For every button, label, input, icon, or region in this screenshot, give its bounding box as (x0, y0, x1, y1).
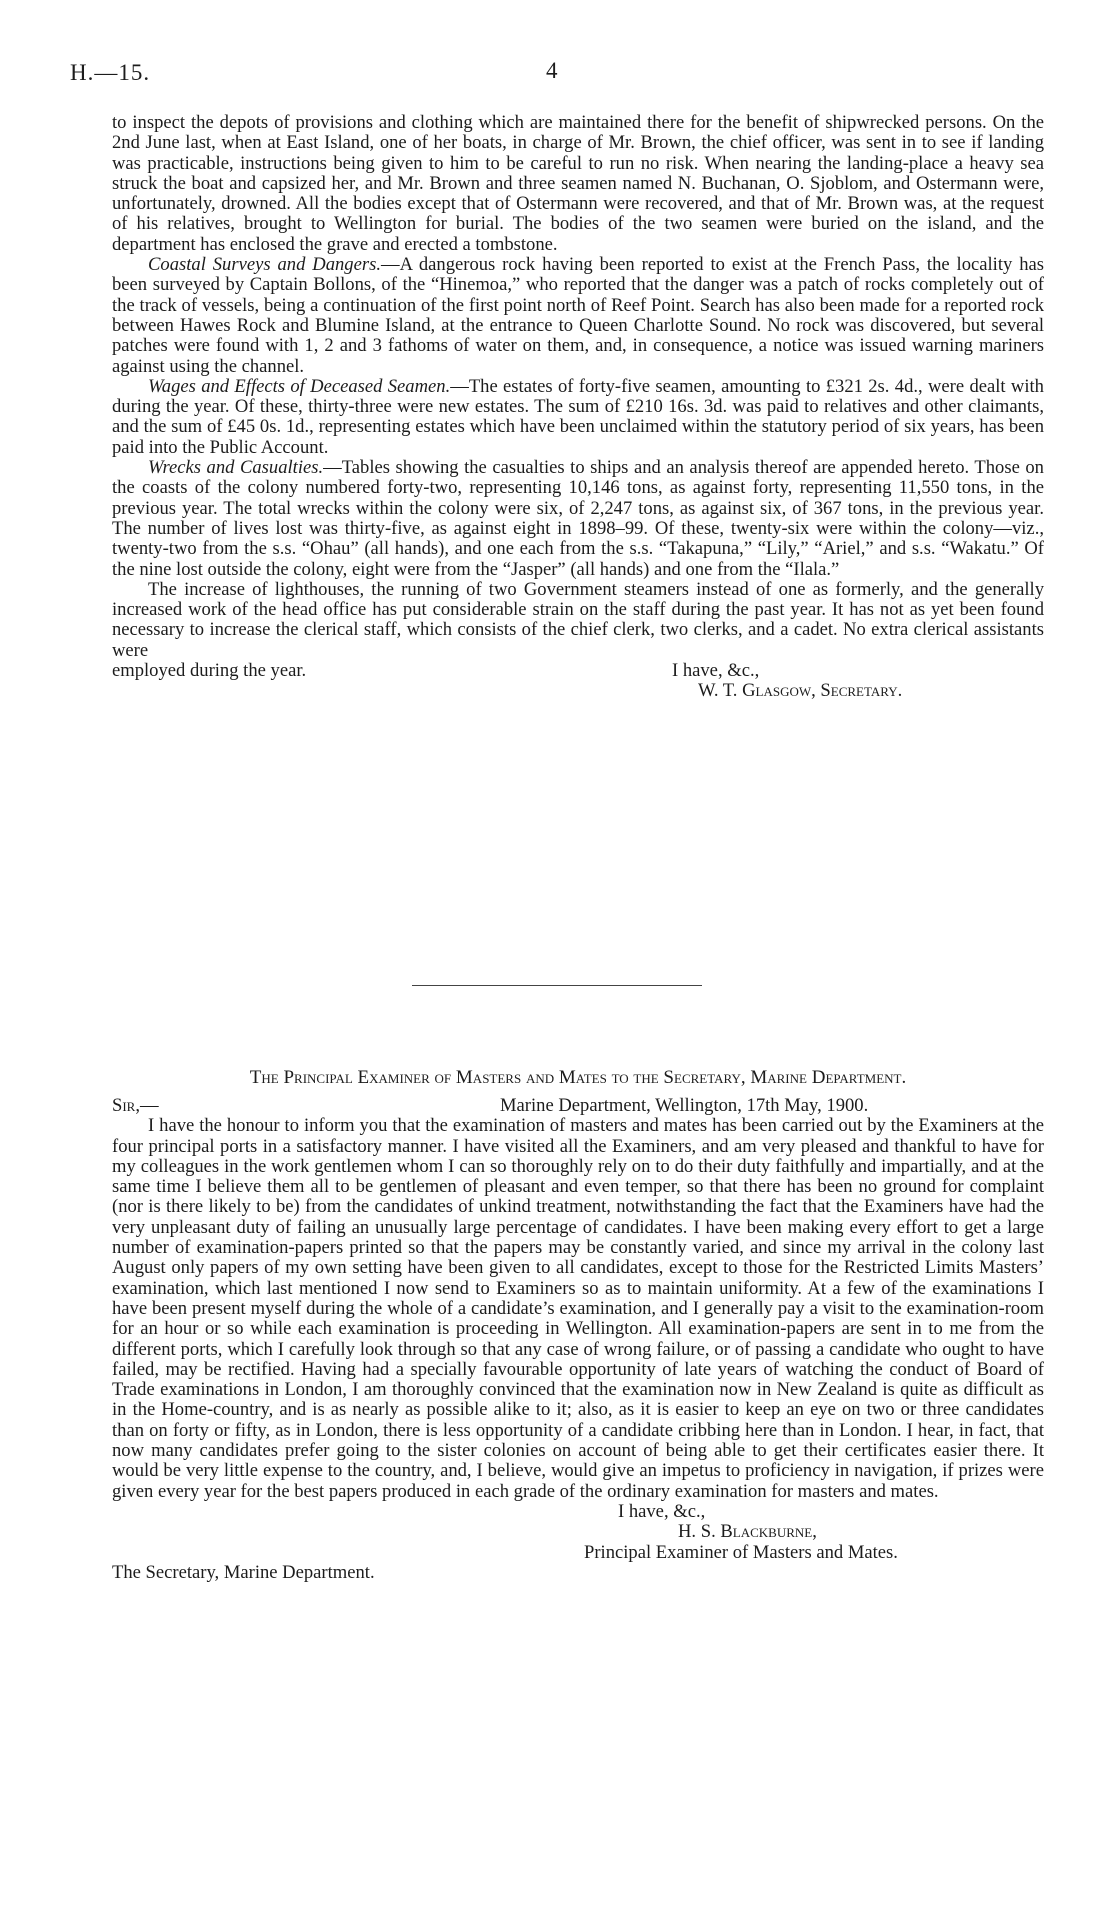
paragraph-staff: The increase of lighthouses, the running of two Government steamers instead of one as formerly, and the generally increased work of the head office has put considerable strain on the staff during the past year. It has not as yet been found necessary to increase the clerical staff, which consists of the chief clerk, two clerks, and a cadet. No extra clerical assistants were (112, 578, 1044, 661)
signer-name-line (112, 1522, 1044, 1542)
recipient: The Secretary, Marine Department. (112, 1561, 375, 1583)
signature-line (112, 681, 1044, 701)
paragraph-coastal-surveys (112, 255, 1044, 377)
letter-closing: I have, &c., (618, 1500, 706, 1522)
text-deceased-seamen: —The estates of forty-five seamen, amounting to £321 2s. 4d., were dealt with during the year. Of these, thirty-three were new estates. The sum of £210 16s. 3d. was paid to relatives and other claimants, and the sum of £45 0s. 1d., representing estates which have been unclaimed within the statutory period of six years, has been paid into the Public Account. (112, 375, 1044, 458)
heading-coastal-surveys: Coastal Surveys and Dangers. (148, 254, 381, 276)
report-section (112, 113, 1044, 702)
document-reference: H.—15. (70, 60, 151, 85)
paragraph-deceased-seamen (112, 377, 1044, 458)
recipient-line (112, 1563, 1044, 1583)
signer-title: Principal Examiner of Masters and Mates. (584, 1541, 898, 1563)
paragraph-shipwreck-depots: to inspect the depots of provisions and clothing which are maintained there for the benefit of shipwrecked persons. On the 2nd June last, when at East Island, one of her boats, in charge of Mr. Brown, the chief officer, was sent in to see if landing was practicable, instructions being given to him to be careful to run no risk. When nearing the landing-place a heavy sea struck the boat and capsized her, and Mr. Brown and three seamen named N. Buchanan, O. Sjoblom, and Ostermann were, unfortunately, drowned. All the bodies except that of Ostermann were recovered, and that of Mr. Brown was, at the request of his relatives, brought to Wellington for burial. The bodies of the two seamen were buried on the island, and the department has enclosed the grave and erected a tombstone. (112, 112, 1044, 255)
salutation-line (112, 1096, 1044, 1116)
last-line-with-closing (112, 661, 1044, 681)
section-divider (412, 985, 702, 986)
text-staff-last-line: employed during the year. (112, 660, 307, 682)
heading-deceased-seamen: Wages and Effects of Deceased Seamen. (148, 375, 451, 397)
paragraph-wrecks-casualties (112, 458, 1044, 580)
letter-body: I have the honour to inform you that the examination of masters and mates has been carried out by the Examiners at the four principal ports in a satisfactory manner. I have visited all the Examiners, and am very pleased and thankful to have for my colleagues in the work gentlemen whom I can so thoroughly rely on to do their duty faithfully and impartially, and at the same time I believe them all to be gentlemen of pleasant and even temper, so that there has been no ground for complaint (nor is there likely to be) from the candidates of unkind treatment, notwithstanding the fact that the Examiners have had the very unpleasant duty of failing an unusually large percentage of candidates. I have been making every effort to get a large number of examination-papers printed so that the papers may be constantly varied, and since my arrival in the colony last August only papers of my own setting have been given to all candidates, except to those for the Restricted Limits Masters’ examination, which last mentioned I now send to Examiners so as to maintain uniformity. At a few of the examinations I have been present myself during the whole of a candidate’s examination, and I generally pay a visit to the examination-room for an hour or so while each examination is proceeding in Wellington. All examination-papers are sent in to me from the different ports, which I carefully look through so that any case of wrong failure, or of passing a candidate who ought to have failed, may be rectified. Having had a specially favourable opportunity of late years of watching the conduct of Board of Trade examinations in London, I am thoroughly convinced that the examination now in New Zealand is quite as difficult as in the Home-country, and is as nearly as possible alike to it; also, as it is easier to keep an eye on two or three candidates than on forty or fifty, as in London, there is less opportunity of a candidate cribbing here than in London. I hear, in fact, that now many candidates prefer going to the sister colonies on account of being able to get their certificates easier there. It would be very little expense to the country, and, I believe, would give an impetus to proficiency in navigation, if prizes were given every year for the best papers produced in each grade of the ordinary examination for masters and mates. (112, 1115, 1044, 1502)
salutation: Sir,— (112, 1095, 159, 1116)
letter-section (112, 1096, 1044, 1583)
text-wrecks-casualties: —Tables showing the casualties to ships and an analysis thereof are appended hereto. Those on the coasts of the colony numbered forty-two, representing 10,146 tons, as against forty, representing 11,550 tons, in the previous year. The total wrecks within the colony were six, of 2,247 tons, as against six, of 367 tons, in the previous year. The number of lives lost was thirty-five, as against eight in 1898–99. Of these, twenty-six were within the colony—viz., twenty-two from the s.s. “Ohau” (all hands), and one each from the s.s. “Takapuna,” “Lily,” “Ariel,” and s.s. “Wakatu.” Of the nine lost outside the colony, eight were from the “Jasper” (all hands) and one from the “Ilala.” (112, 457, 1044, 580)
text-coastal-surveys: —A dangerous rock having been reported to exist at the French Pass, the locality has been surveyed by Captain Bollons, of the “Hinemoa,” who reported that the danger was a patch of rocks completely out of the track of vessels, being a continuation of the first point north of Reef Point. Search has also been made for a reported rock between Hawes Rock and Blumine Island, at the entrance to Queen Charlotte Sound. No rock was discovered, but several patches were found with 1, 2 and 3 fathoms of water on them, and, in consequence, a notice was issued warning mariners against using the channel. (112, 254, 1044, 377)
letter-address: The Principal Examiner of Masters and Mates to the Secretary, Marine Department. (249, 1067, 907, 1088)
signer-name: H. S. Blackburne, (678, 1521, 817, 1543)
heading-wrecks-casualties: Wrecks and Casualties. (148, 457, 324, 479)
place-date: Marine Department, Wellington, 17th May, 1900. (500, 1095, 869, 1116)
closing-phrase: I have, &c., (672, 660, 760, 682)
signature-secretary: W. T. Glasgow, Secretary. (698, 680, 903, 702)
page-number: 4 (546, 58, 558, 83)
signer-title-line (112, 1543, 1044, 1563)
letter-closing-line (112, 1502, 1044, 1522)
